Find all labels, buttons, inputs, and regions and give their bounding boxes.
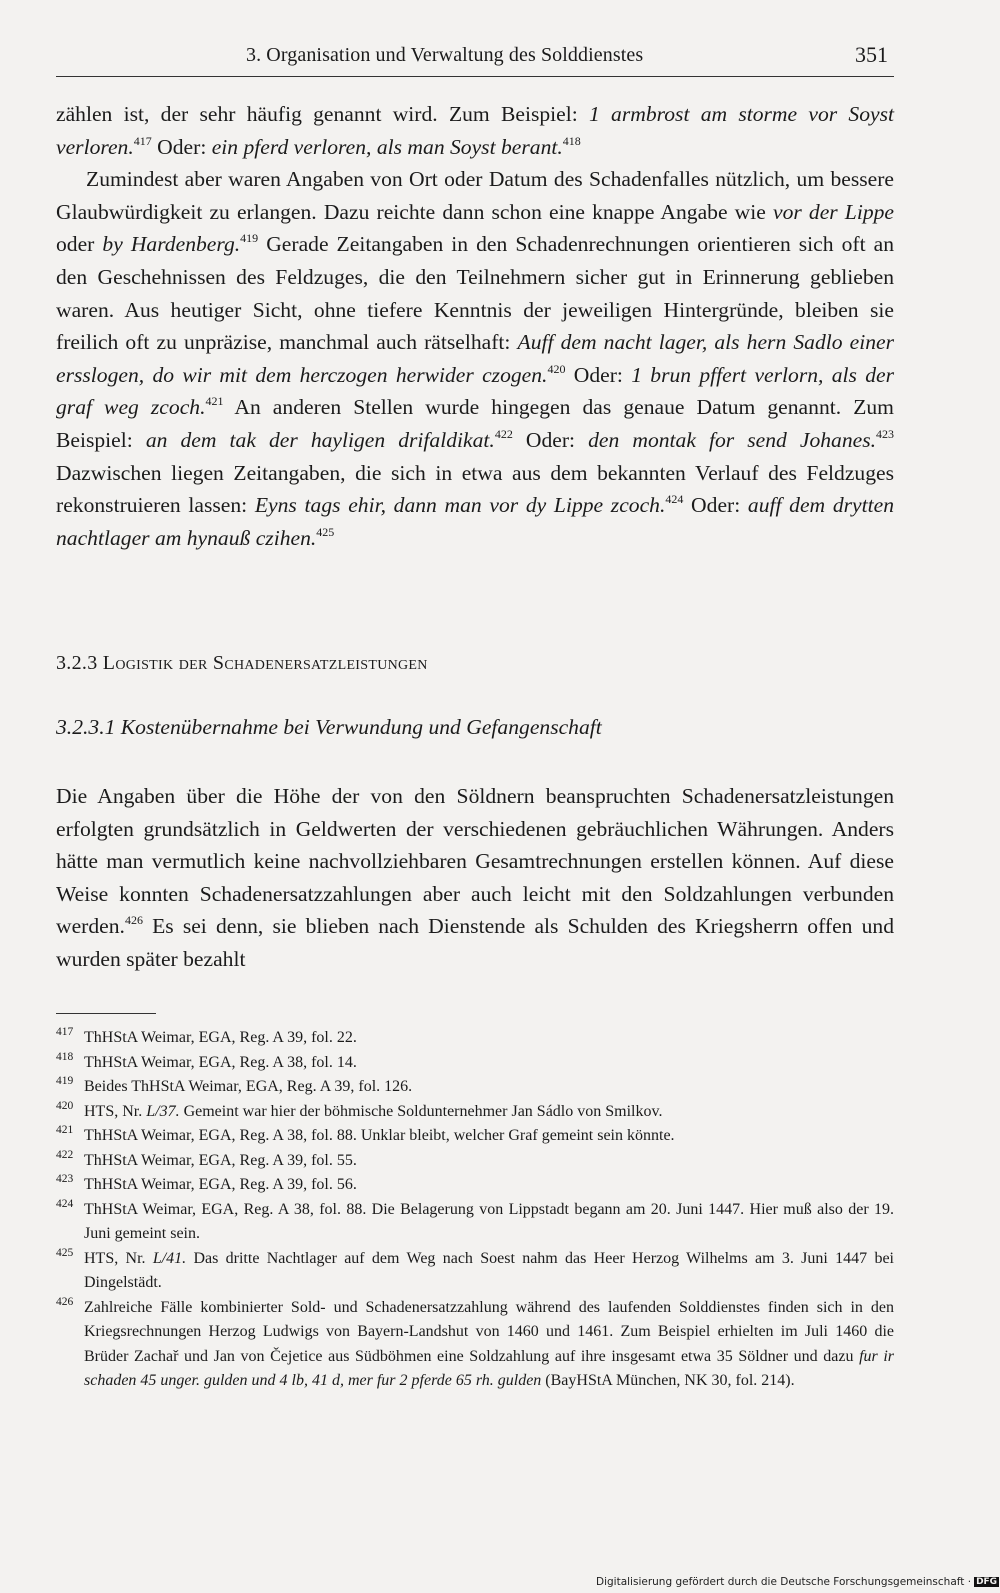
footnote-number: 419: [56, 1075, 74, 1087]
page-number: 351: [855, 42, 888, 67]
footnote-number: 423: [56, 1173, 74, 1185]
footnote-ref[interactable]: 419: [240, 231, 259, 246]
footnote-ref[interactable]: 424: [665, 492, 684, 507]
running-header: [56, 44, 894, 77]
footnote-423: 423 ThHStA Weimar, EGA, Reg. A 39, fol. 56.: [56, 1173, 894, 1198]
paragraph-2: Zumindest aber waren Angaben von Ort oder Datum des Schadenfalles nützlich, um bessere Glaubwürdigkeit zu erlangen. Dazu reichte dann schon eine knappe Angabe wie vor der Lippe oder by Hardenberg.$^{419}$ Gerade Zeitangaben in den Schadenrechnungen orientieren sich oft an den Geschehnissen des Feldzuges, die den Teilnehmern sicher gut in Erinnerung geblieben waren. Aus heutiger Sicht, ohne tiefere Kenntnis der jeweiligen Hintergründe, bleiben sie freilich oft zu unpräzise, manchmal auch rätselhaft: Auff dem nacht lager, als hern Sadlo einer ersslogen, do wir mit dem herczogen herwider czogen.$^{420}$ Oder: 1 brun pffert verlorn, als der graf weg zcoch.$^{421}$ An anderen Stellen wurde hingegen das genaue Datum genannt. Zum Beispiel: an dem tak der hayligen drifaldikat.$^{422}$ Oder: den montak for send Johanes.$^{423}$ Dazwischen liegen Zeitangaben, die sich in etwa aus dem bekannten Verlauf des Feldzuges rekonstruieren lassen: Eyns tags ehir, dann man vor dy Lippe zcoch.$^{424}$ Oder: auff dem drytten nachtlager am hynauß czihen.$^{425}$: [56, 167, 895, 550]
footnote-419: 419 Beides ThHStA Weimar, EGA, Reg. A 39, fol. 126.: [56, 1075, 894, 1100]
digitization-footer: [596, 1576, 999, 1588]
footnote-421: 421 ThHStA Weimar, EGA, Reg. A 38, fol. 88. Unklar bleibt, welcher Graf gemeint sein könnte.: [56, 1124, 894, 1149]
footnote-417: 417 ThHStA Weimar, EGA, Reg. A 39, fol. 22.: [56, 1026, 894, 1051]
body-text-bottom: [56, 780, 894, 976]
footnote-422: 422 ThHStA Weimar, EGA, Reg. A 39, fol. 55.: [56, 1149, 894, 1174]
footnote-divider: [56, 1013, 156, 1014]
footnote-418: 418 ThHStA Weimar, EGA, Reg. A 38, fol. 14.: [56, 1051, 894, 1076]
paragraph-3: Die Angaben über die Höhe der von den Söldnern beanspruchten Schadenersatzleistungen erfolgten grundsätzlich in Geldwerten der verschiedenen gebräuchlichen Währungen. Anders hätte man vermutlich keine nachvollziehbaren Gesamtrechnungen erstellen können. Auf diese Weise konnten Schadenersatzzahlungen aber auch leicht mit den Soldzahlungen verbunden werden.$^{426}$ Es sei denn, sie blieben nach Dienstende als Schulden des Kriegsherrn offen und wurden später bezahlt: [56, 784, 894, 971]
footnote-number: 417: [56, 1026, 74, 1038]
footnote-424: 424 ThHStA Weimar, EGA, Reg. A 38, fol. 88. Die Belagerung von Lippstadt begann am 20. Juni 1447. Hier muß also der 19. Juni gemeint sein.: [56, 1198, 894, 1247]
footnote-ref[interactable]: 426: [124, 913, 143, 928]
section-heading: 3.2.3 Logistik der Schadenersatzleistungen: [56, 652, 428, 674]
footnote-426: 426 Zahlreiche Fälle kombinierter Sold- und Schadenersatzzahlung während des laufenden Solddienstes finden sich in den Kriegsrechnungen Herzog Ludwigs von Bayern-Landshut von 1460 und 1461. Zum Beispiel erhielten im Juli 1460 die Brüder Zachař und Jan von Čejetice aus Südböhmen eine Soldzahlung auf ihre insgesamt etwa 35 Söldner und dazu fur ir schaden 45 unger. gulden und 4 lb, 41 d, mer fur 2 pferde 65 rh. gulden (BayHStA München, NK 30, fol. 214).: [56, 1296, 894, 1394]
footnote-425: 425 HTS, Nr. L/41. Das dritte Nachtlager auf dem Weg nach Soest nahm das Heer Herzog Wilhelms am 3. Juni 1447 bei Dingelstädt.: [56, 1247, 894, 1296]
body-text-top: [56, 98, 894, 554]
footnote-number: 420: [56, 1099, 74, 1112]
paragraph-1: zählen ist, der sehr häufig genannt wird. Zum Beispiel: 1 armbrost am storme vor Soyst verloren.$^{417}$ Oder: ein pferd verloren, als man Soyst berant.$^{418}$: [56, 102, 894, 159]
footnote-ref[interactable]: 420: [547, 361, 566, 376]
footnote-ref[interactable]: 417: [133, 133, 152, 148]
footnote-ref[interactable]: 421: [205, 394, 224, 409]
footnote-ref[interactable]: 423: [876, 426, 895, 441]
footnote-ref[interactable]: 422: [494, 426, 513, 441]
subsection-heading: 3.2.3.1 Kostenübernahme bei Verwundung und Gefangenschaft: [56, 715, 602, 739]
footnote-number: 426: [56, 1295, 74, 1308]
footnote-ref[interactable]: 418: [562, 133, 581, 148]
footnote-number: 421: [56, 1124, 74, 1136]
footnote-number: 418: [56, 1050, 74, 1063]
footnote-ref[interactable]: 425: [316, 524, 335, 539]
footnote-420: 420 HTS, Nr. L/37. Gemeint war hier der böhmische Soldunternehmer Jan Sádlo von Smilkov.: [56, 1100, 894, 1125]
footnote-number: 422: [56, 1148, 74, 1161]
running-title: 3. Organisation und Verwaltung des Solddienstes: [246, 44, 644, 66]
dfg-logo: DFG: [976, 1577, 998, 1587]
footer-text: Digitalisierung gefördert durch die Deutsche Forschungsgemeinschaft ·: [596, 1576, 972, 1588]
footnote-number: 424: [56, 1197, 74, 1210]
footnotes: [56, 1026, 894, 1394]
footnote-number: 425: [56, 1246, 74, 1259]
